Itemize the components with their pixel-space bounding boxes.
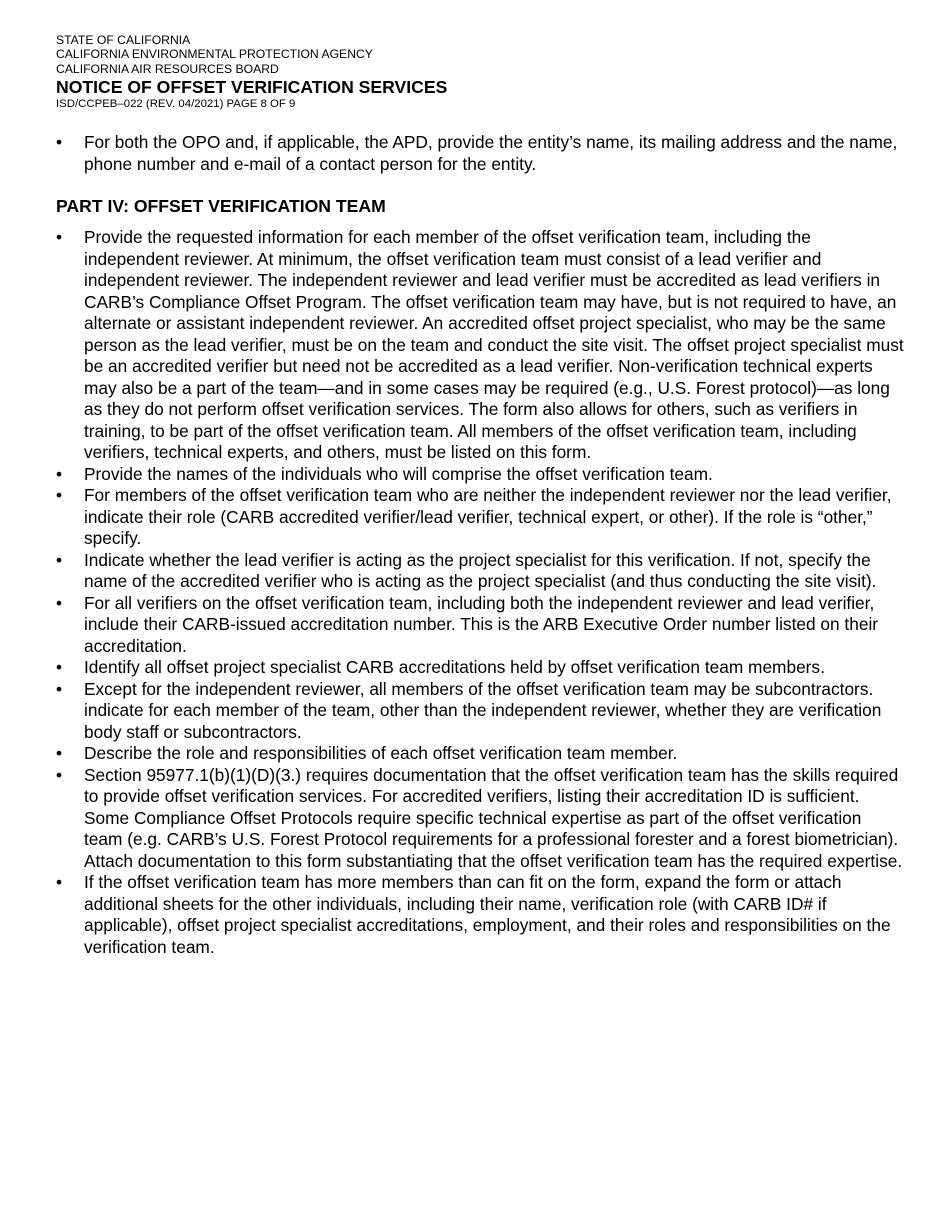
bullet-icon: • <box>56 743 63 763</box>
bullet-text: For members of the offset verification team who are neither the independent reviewer nor the lead verifier, indicate their role (CARB accredited verifier/lead verifier, technical expert, or other). If the role is “other,” specify. <box>84 485 892 548</box>
bullet-icon: • <box>56 592 63 613</box>
intro-bullet-list <box>56 132 904 175</box>
form-id: ISD/CCPEB–022 (REV. 04/2021) PAGE 8 OF 9 <box>56 98 296 111</box>
bullet-icon: • <box>56 872 63 892</box>
bullet-text: Identify all offset project specialist CARB accreditations held by offset verification team members. <box>84 657 825 677</box>
header-agency: CALIFORNIA ENVIRONMENTAL PROTECTION AGENCY <box>56 47 373 62</box>
bullet-icon: • <box>56 678 63 699</box>
bullet-text: If the offset verification team has more members than can fit on the form, expand the form or attach additional sheets for the other individuals, including their name, verification role (with CARB ID# if applicable), offset project specialist accreditations, employment, and their roles and responsibilities on the verification team. <box>84 872 891 957</box>
list-item <box>56 593 904 658</box>
list-item <box>56 550 904 593</box>
list-item <box>56 657 904 679</box>
bullet-icon: • <box>56 132 63 152</box>
part-iv-heading: PART IV: OFFSET VERIFICATION TEAM <box>56 196 386 216</box>
bullet-text: Provide the requested information for each member of the offset verification team, including the independent reviewer. At minimum, the offset verification team must consist of a lead verifier and independent reviewer. The independent reviewer and lead verifier must be accredited as lead verifiers in CARB’s Compliance Offset Program. The offset verification team may have, but is not required to have, an alternate or assistant independent reviewer. An accredited offset project specialist, who may be the same person as the lead verifier, must be on the team and conduct the site visit. The offset project specialist must be an accredited verifier but need not be accredited as a lead verifier. Non-verification technical experts may also be a part of the team—and in some cases may be required (e.g., U.S. Forest protocol)—as long as they do not perform offset verification services. The form also allows for others, such as verifiers in training, to be part of the offset verification team. All members of the offset verification team, including verifiers, technical experts, and others, must be listed on this form. <box>84 227 904 462</box>
header-state: STATE OF CALIFORNIA <box>56 33 191 47</box>
list-item <box>56 743 904 765</box>
form-header <box>56 33 447 111</box>
list-item <box>56 765 904 873</box>
bullet-text: Describe the role and responsibilities of each offset verification team member. <box>84 743 678 763</box>
bullet-text: Section 95977.1(b)(1)(D)(3.) requires documentation that the offset verification team has the skills required to provide offset verification services. For accredited verifiers, listing their accreditation ID is sufficient. Some Compliance Offset Protocols require specific technical expertise as part of the offset verification team (e.g. CARB’s U.S. Forest Protocol requirements for a professional forester and a forest biometrician). Attach documentation to this form substantiating that the offset verification team has the required expertise. <box>84 764 903 871</box>
bullet-icon: • <box>56 227 63 247</box>
document-body <box>56 132 904 958</box>
bullet-text: Provide the names of the individuals who will comprise the offset verification team. <box>84 463 713 484</box>
bullet-icon: • <box>56 485 63 505</box>
bullet-icon: • <box>56 764 63 785</box>
list-item <box>56 227 904 464</box>
bullet-text: For all verifiers on the offset verification team, including both the independent reviewer and lead verifier, include their CARB-issued accreditation number. This is the ARB Executive Order number listed on their accreditation. <box>84 592 879 656</box>
form-title: NOTICE OF OFFSET VERIFICATION SERVICES <box>56 77 448 98</box>
list-item <box>56 679 904 744</box>
list-item <box>56 485 904 550</box>
bullet-text: For both the OPO and, if applicable, the APD, provide the entity’s name, its mailing address and the name, phone number and e-mail of a contact person for the entity. <box>84 132 898 174</box>
list-item <box>56 132 904 175</box>
bullet-icon: • <box>56 549 63 570</box>
header-board: CALIFORNIA AIR RESOURCES BOARD <box>56 61 279 76</box>
bullet-text: Indicate whether the lead verifier is acting as the project specialist for this verification. If not, specify the name of the accredited verifier who is acting as the project specialist (and thus conducting the site visit). <box>84 549 877 591</box>
bullet-text: Except for the independent reviewer, all members of the offset verification team may be subcontractors. indicate for each member of the team, other than the independent reviewer, whether they are verification body staff or subcontractors. <box>84 678 882 742</box>
list-item <box>56 464 904 486</box>
part-iv-bullet-list <box>56 227 904 958</box>
list-item <box>56 872 904 958</box>
bullet-icon: • <box>56 657 63 677</box>
bullet-icon: • <box>56 463 63 484</box>
